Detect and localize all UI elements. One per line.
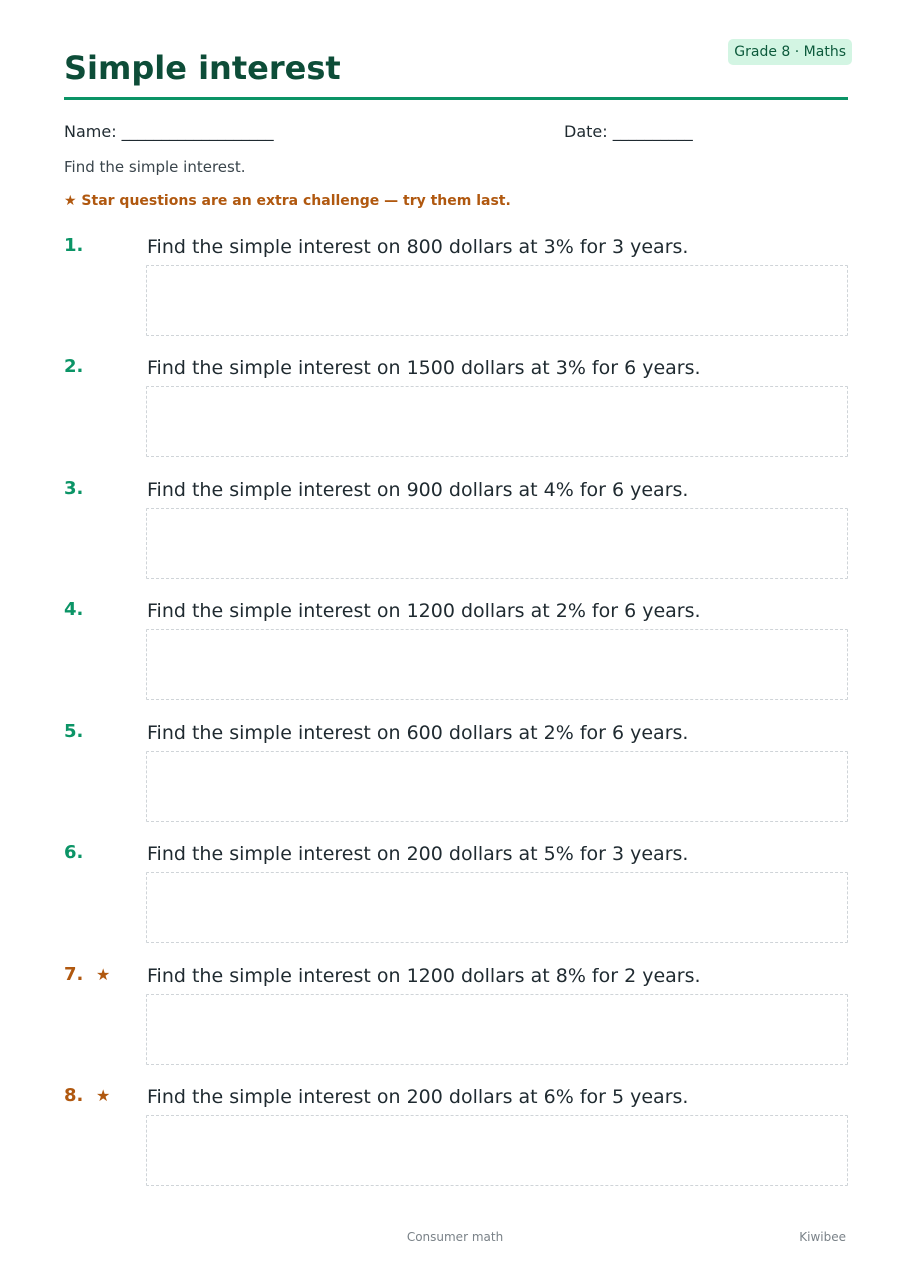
- question-item: [64, 1084, 848, 1186]
- question-item: [64, 477, 848, 579]
- star-icon: ★: [96, 1086, 111, 1105]
- question-number: 1.: [64, 235, 84, 256]
- question-text: Find the simple interest on 600 dollars at 2% for 6 years.: [147, 722, 689, 744]
- answer-box[interactable]: [146, 629, 848, 700]
- answer-box[interactable]: [146, 265, 848, 336]
- worksheet-page: [64, 0, 848, 1285]
- footer-brand: Kiwibee: [799, 1230, 846, 1244]
- footer-topic: Consumer math: [406, 1230, 504, 1244]
- question-item: [64, 841, 848, 943]
- date-field[interactable]: Date: __________: [564, 122, 693, 141]
- question-text: Find the simple interest on 1200 dollars at 2% for 6 years.: [147, 600, 701, 622]
- question-text: Find the simple interest on 1500 dollars at 3% for 6 years.: [147, 357, 701, 379]
- question-text: Find the simple interest on 200 dollars at 6% for 5 years.: [147, 1086, 689, 1108]
- question-text: Find the simple interest on 800 dollars at 3% for 3 years.: [147, 236, 689, 258]
- answer-box[interactable]: [146, 751, 848, 822]
- question-item: [64, 234, 848, 336]
- question-text: Find the simple interest on 200 dollars at 5% for 3 years.: [147, 843, 689, 865]
- answer-box[interactable]: [146, 508, 848, 579]
- question-number: 4.: [64, 599, 84, 620]
- question-item: [64, 963, 848, 1065]
- question-item: [64, 355, 848, 457]
- answer-box[interactable]: [146, 1115, 848, 1186]
- question-text: Find the simple interest on 1200 dollars at 8% for 2 years.: [147, 965, 701, 987]
- question-number: 5.: [64, 721, 84, 742]
- star-icon: ★: [96, 965, 111, 984]
- page-title: Simple interest: [64, 49, 341, 87]
- question-number: 6.: [64, 842, 84, 863]
- question-text: Find the simple interest on 900 dollars at 4% for 6 years.: [147, 479, 689, 501]
- answer-box[interactable]: [146, 994, 848, 1065]
- answer-box[interactable]: [146, 872, 848, 943]
- question-number: 8.: [64, 1085, 84, 1106]
- question-number: 2.: [64, 356, 84, 377]
- question-number: 3.: [64, 478, 84, 499]
- challenge-note: ★ Star questions are an extra challenge — try them last.: [64, 193, 511, 209]
- answer-box[interactable]: [146, 386, 848, 457]
- question-item: [64, 598, 848, 700]
- grade-badge: Grade 8 · Maths: [728, 39, 852, 65]
- instructions: Find the simple interest.: [64, 158, 246, 176]
- title-divider: [64, 97, 848, 100]
- name-field[interactable]: Name: ___________________: [64, 122, 274, 141]
- question-number: 7.: [64, 964, 84, 985]
- question-item: [64, 720, 848, 822]
